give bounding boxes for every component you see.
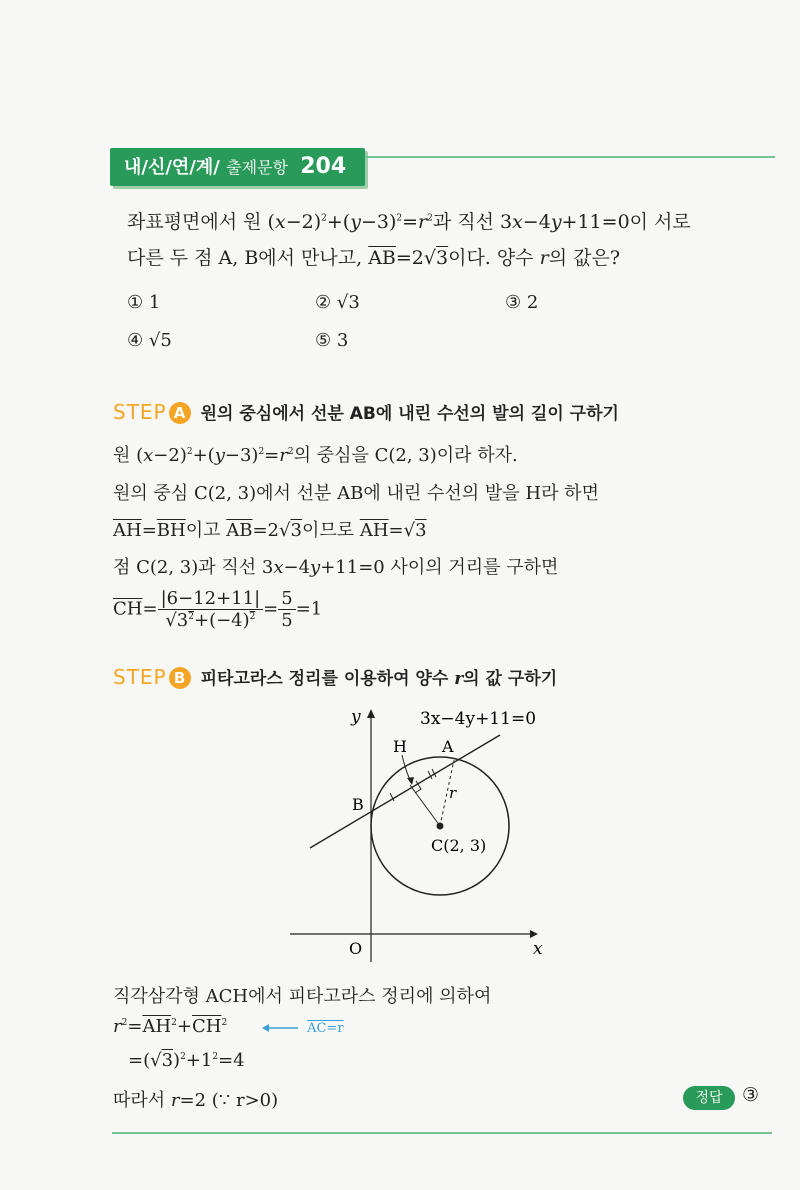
label-h: H (393, 737, 407, 756)
step-a-line-2: 원의 중심 C(2, 3)에서 선분 AB에 내린 수선의 발을 H라 하면 (113, 483, 599, 504)
ac-note-text: AC=r (307, 1021, 344, 1036)
y-axis-arrow (367, 709, 375, 718)
problem-line-2: 다른 두 점 A, B에서 만나고, $\overline{AB}=2√3$이다. 양수 r의 값은? (127, 247, 621, 269)
ac-note (262, 1017, 344, 1036)
step-a-line-1: 원 $(x-2)^2+(y-3)^2=r^2$의 중심을 C(2, 3)이라 하자. (113, 445, 518, 466)
choice-2[interactable]: ② √3 (315, 292, 360, 313)
badge-number: 204 (300, 154, 347, 179)
problem-line-1: 좌표평면에서 원 $(x-2)^2+(y-3)^2=r^2$과 직선 3x−4y+11=0이 서로 (127, 211, 691, 233)
step-a-line-4: 점 C(2, 3)과 직선 3x−4y+11=0 사이의 거리를 구하면 (113, 557, 559, 578)
label-c: C(2, 3) (431, 836, 487, 855)
label-x: x (533, 939, 543, 959)
step-b-title-post: 의 값 구하기 (463, 669, 558, 689)
badge-sub: 출제문항 (226, 158, 288, 177)
step-a-letter: A (169, 402, 191, 424)
step-b-label: STEP (113, 665, 167, 689)
label-a: A (442, 737, 454, 756)
label-r: r (449, 784, 457, 802)
step-a-title: 원의 중심에서 선분 AB에 내린 수선의 발의 길이 구하기 (200, 404, 619, 424)
final-line: 따라서 r=2 (∵ r>0) (113, 1090, 279, 1111)
center-point (437, 823, 444, 830)
top-rule (365, 156, 775, 158)
step-a-distance-formula: $\overline{CH}=$ $\frac{|6-12+11|}{√3^2+(-4)^2}$ = $\frac{5}{5}$ =1 (113, 588, 323, 631)
choice-4[interactable]: ④ √5 (127, 330, 172, 351)
section-badge (110, 148, 365, 186)
segment-ch (410, 785, 440, 826)
pythag-intro: 직각삼각형 ACH에서 피타고라스 정리에 의하여 (113, 986, 492, 1007)
choice-5[interactable]: ⑤ 3 (315, 330, 349, 351)
note-arrow-icon (262, 1022, 302, 1034)
badge-prefix: 내/신/연/계/ (124, 157, 220, 178)
pythag-eq-1: $r^2=\overline{AH}^2+\overline{CH}^2$ (113, 1016, 228, 1037)
step-b-letter: B (169, 667, 191, 689)
x-axis-arrow (530, 930, 538, 938)
label-y: y (351, 707, 361, 727)
label-b: B (352, 795, 364, 814)
line-label: 3x−4y+11=0 (420, 709, 537, 729)
step-b-title-pre: 피타고라스 정리를 이용하여 양수 (200, 669, 455, 689)
step-a-line-3: $\overline{AH}=\overline{BH}$이고 $\overline{AB}=2√3$이므로 $\overline{AH}=√3$ (113, 520, 427, 541)
choice-3[interactable]: ③ 2 (505, 292, 539, 313)
pythag-eq-2: $=(√3)^2+1^2=4$ (128, 1050, 245, 1071)
bottom-rule (112, 1132, 772, 1134)
step-a-label: STEP (113, 400, 167, 424)
circle-line-figure (280, 700, 560, 970)
step-a-heading (113, 399, 619, 424)
answer-label: 정답 (683, 1086, 735, 1110)
step-b-heading (113, 664, 557, 689)
choice-1[interactable]: ① 1 (127, 292, 161, 313)
answer-value: ③ (742, 1084, 760, 1106)
label-o: O (349, 939, 363, 958)
h-pointer-head (407, 777, 414, 785)
step-b-title-var: r (454, 669, 464, 689)
